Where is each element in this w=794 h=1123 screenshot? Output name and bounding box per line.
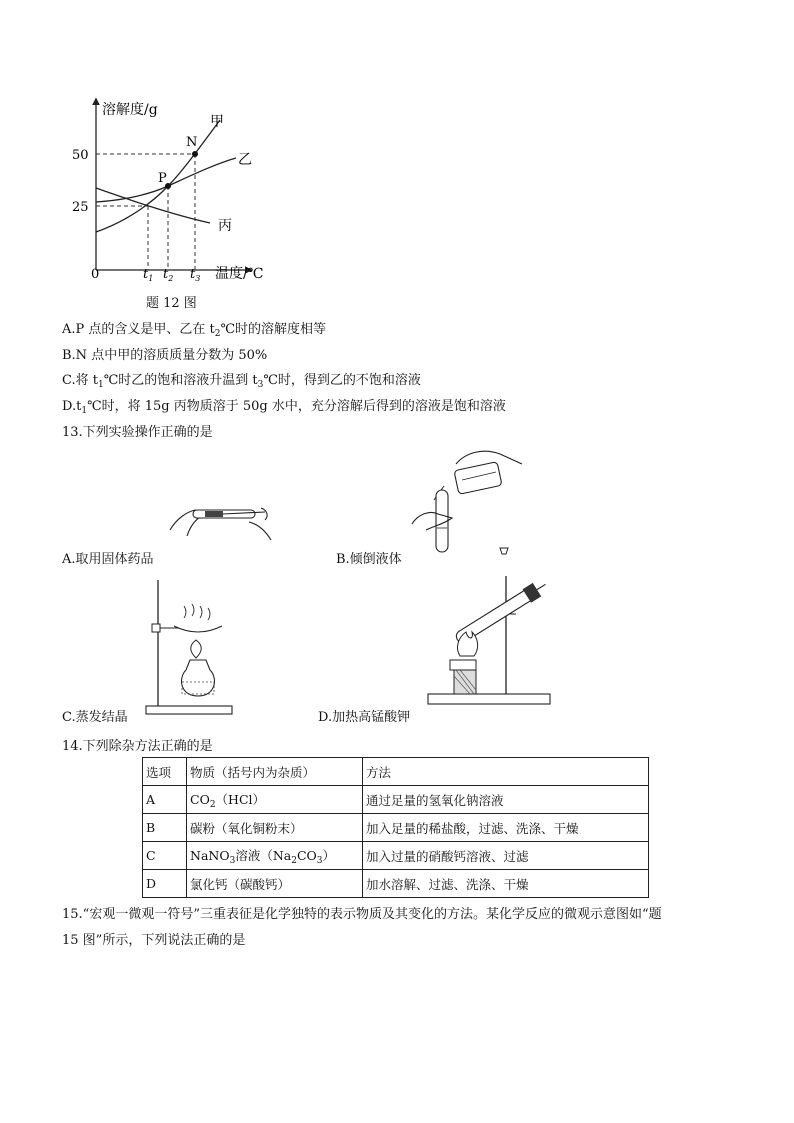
table-row: [143, 842, 649, 870]
cell-substance: $CO_2(HCl)$: [187, 786, 363, 814]
q14-stem: 14.下列除杂方法正确的是: [62, 739, 213, 754]
table-row: [143, 870, 649, 898]
q13-stem: 13.下列实验操作正确的是: [62, 425, 213, 440]
table-row: [143, 814, 649, 842]
series-label-jia: 甲: [210, 114, 224, 130]
figure-caption: 题 12 图: [146, 296, 197, 311]
series-label-yi: 乙: [238, 152, 252, 168]
series-label-bing: 丙: [218, 218, 232, 234]
q15-stem-line2: 15 图”所示，下列说法正确的是: [62, 933, 246, 948]
figure-d-heating-kmno4: [420, 570, 560, 720]
cell-option: A: [143, 786, 187, 814]
cell-option: C: [143, 842, 187, 870]
q15-stem-line1: 15.“宏观一微观一符号”三重表征是化学独特的表示物质及其变化的方法。某化学反应的微观示意图如“题: [62, 907, 662, 922]
x-tick-label: $t_3$: [190, 267, 201, 283]
cell-method: 加水溶解、过滤、洗涤、干燥: [363, 870, 649, 898]
table-header-row: [143, 758, 649, 786]
q14-table: [142, 757, 649, 898]
figure-a-solid-reagent: [165, 488, 280, 544]
cell-substance: 氯化钙（碳酸钙）: [187, 870, 363, 898]
y-axis-label: 溶解度/g: [102, 102, 158, 118]
figure-d-caption: D.加热高锰酸钾: [318, 710, 411, 725]
figure-b-caption: B.倾倒液体: [336, 552, 402, 567]
x-axis-label: 温度/℃: [215, 266, 264, 282]
cell-method: 加入过量的硝酸钙溶液、过滤: [363, 842, 649, 870]
q12-option-a: A.P 点的含义是甲、乙在 $t_2℃$时的溶解度相等: [62, 322, 327, 339]
cell-method: 加入足量的稀盐酸，过滤、洗涤、干燥: [363, 814, 649, 842]
point-n: [192, 151, 198, 157]
x-tick-label: $t_2$: [163, 267, 174, 283]
cell-method: 通过足量的氢氧化钠溶液: [363, 786, 649, 814]
q12-option-c: C.将 $t_1℃$时乙的饱和溶液升温到 $t_3℃$时，得到乙的不饱和溶液: [62, 373, 421, 390]
q12-option-d: $D.t_1℃$时，将 15g 丙物质溶于 50g 水中，充分溶解后得到的溶液是饱和溶液: [62, 399, 506, 416]
header-cell: 物质（括号内为杂质）: [187, 758, 363, 786]
y-tick-label: 25: [72, 200, 89, 215]
q12-option-b: B.N 点中甲的溶质质量分数为 50%: [62, 348, 268, 363]
x-tick-label: $t_1$: [143, 267, 154, 283]
origin-label: 0: [91, 267, 100, 282]
header-cell: 方法: [363, 758, 649, 786]
y-tick-label: 50: [72, 148, 89, 163]
cell-option: B: [143, 814, 187, 842]
figure-c-evaporation: [140, 578, 235, 716]
figure-b-pour-liquid: [404, 444, 534, 559]
point-n-label: N: [186, 135, 198, 150]
figure-c-caption: C.蒸发结晶: [62, 710, 128, 725]
cell-substance: 碳粉（氧化铜粉末）: [187, 814, 363, 842]
table-row: [143, 786, 649, 814]
header-cell: 选项: [143, 758, 187, 786]
cell-substance: NaNO$_3$溶液$(Na_2CO_3)$: [187, 842, 363, 870]
solubility-chart: [60, 92, 300, 292]
point-p-label: P: [158, 171, 167, 186]
figure-a-caption: A.取用固体药品: [62, 552, 154, 567]
cell-option: D: [143, 870, 187, 898]
